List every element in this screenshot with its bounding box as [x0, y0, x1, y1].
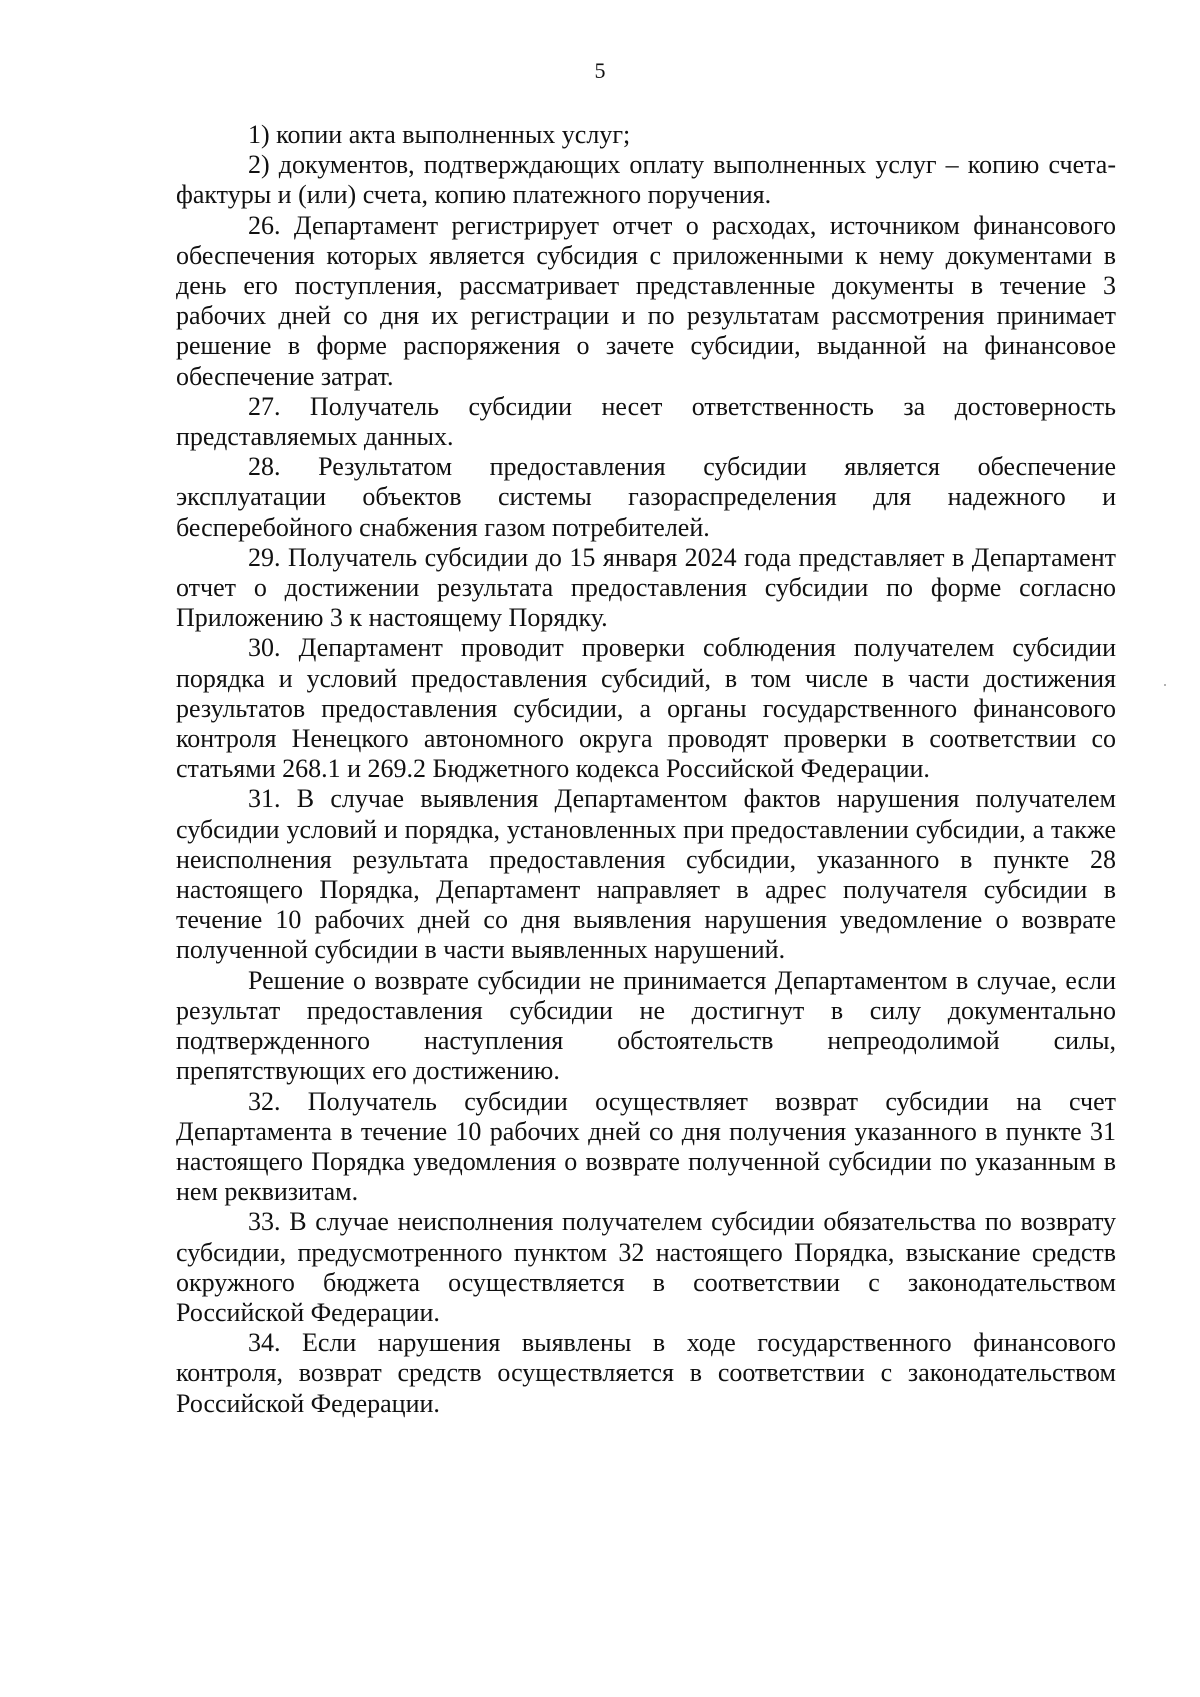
paragraph-31: 31. В случае выявления Департаментом фактов нарушения получателем субсидии условий и порядка, установленных при предоставлении субсидии, а также неисполнения результата предоставления субсидии, указанного в пункте 28 настоящего Порядка, Департамент направляет в адрес получателя субсидии в течение 10 рабочих дней со дня выявления нарушения уведомление о возврате полученной субсидии в части выявленных нарушений.: [176, 784, 1116, 965]
paragraph-27: 27. Получатель субсидии несет ответственность за достоверность представляемых данных.: [176, 391, 1116, 452]
scan-artifact-dot: [1164, 684, 1166, 686]
paragraph-31-continuation: Решение о возврате субсидии не принимается Департаментом в случае, если результат предоставления субсидии не достигнут в силу документально подтвержденного наступления обстоятельств непреодолимой силы, препятствующих его достижению.: [176, 965, 1116, 1086]
paragraph-32: 32. Получатель субсидии осуществляет возврат субсидии на счет Департамента в течение 10 рабочих дней со дня получения указанного в пункте 31 настоящего Порядка уведомления о возврате полученной субсидии по указанным в нем реквизитам.: [176, 1086, 1116, 1207]
paragraph-30: 30. Департамент проводит проверки соблюдения получателем субсидии порядка и условий предоставления субсидий, в том числе в части достижения результатов предоставления субсидии, а органы государственного финансового контроля Ненецкого автономного округа проводят проверки в соответствии со статьями 268.1 и 269.2 Бюджетного кодекса Российской Федерации.: [176, 633, 1116, 784]
paragraph-33: 33. В случае неисполнения получателем субсидии обязательства по возврату субсидии, предусмотренного пунктом 32 настоящего Порядка, взыскание средств окружного бюджета осуществляется в соответствии с законодательством Российской Федерации.: [176, 1207, 1116, 1327]
document-body: [176, 120, 1116, 1419]
paragraph-34: 34. Если нарушения выявлены в ходе государственного финансового контроля, возврат средств осуществляется в соответствии с законодательством Российской Федерации.: [176, 1328, 1116, 1418]
paragraph-28: 28. Результатом предоставления субсидии является обеспечение эксплуатации объектов системы газораспределения для надежного и бесперебойного снабжения газом потребителей.: [176, 452, 1116, 542]
paragraph-item-2: 2) документов, подтверждающих оплату выполненных услуг – копию счета-фактуры и (или) счета, копию платежного поручения.: [176, 150, 1116, 210]
page-number: 5: [594, 58, 606, 83]
paragraph-29: 29. Получатель субсидии до 15 января 2024 года представляет в Департамент отчет о достижении результата предоставления субсидии по форме согласно Приложению 3 к настоящему Порядку.: [176, 542, 1116, 633]
paragraph-item-1: 1) копии акта выполненных услуг;: [248, 120, 631, 149]
paragraph-26: 26. Департамент регистрирует отчет о расходах, источником финансового обеспечения которых является субсидия с приложенными к нему документами в день его поступления, рассматривает представленные документы в течение 3 рабочих дней со дня их регистрации и по результатам рассмотрения принимает решение в форме распоряжения о зачете субсидии, выданной на финансовое обеспечение затрат.: [176, 210, 1116, 391]
